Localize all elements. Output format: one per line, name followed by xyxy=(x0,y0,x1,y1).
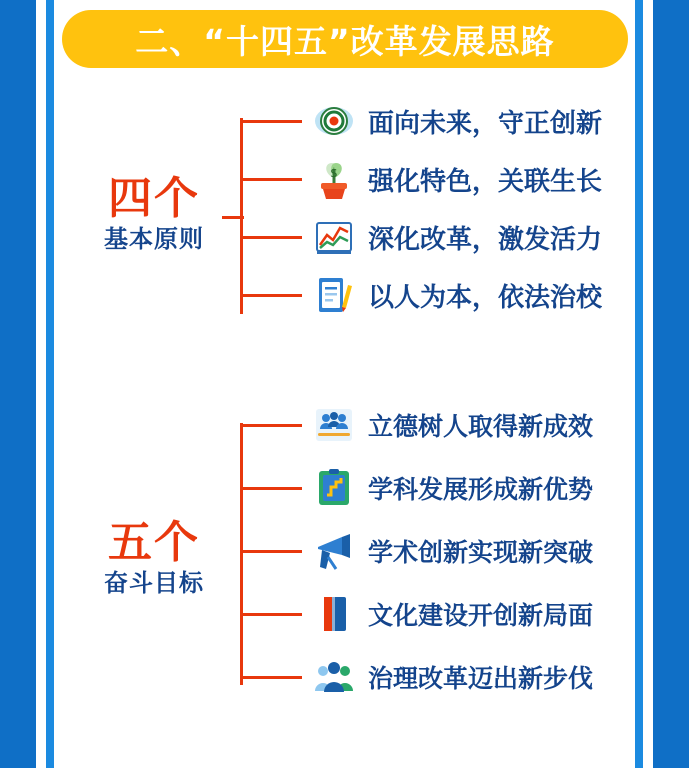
list-item[interactable] xyxy=(240,398,593,452)
list-item[interactable] xyxy=(240,152,602,206)
group-principles-label-big: 四个 xyxy=(108,173,200,224)
page-title: 二、“十四五”改革发展思路 xyxy=(135,21,555,61)
group-goals-label xyxy=(64,517,244,599)
list-item-label: 以人为本，依法治校 xyxy=(368,282,603,313)
group-principles-label-sub: 基本原则 xyxy=(104,225,204,254)
svg-text:$: $ xyxy=(330,166,338,180)
group-goals-label-sub: 奋斗目标 xyxy=(104,569,204,598)
list-item-label: 学术创新实现新突破 xyxy=(368,538,594,567)
connector-line xyxy=(240,487,302,490)
connector-line xyxy=(240,294,302,297)
right-white-gap xyxy=(643,0,653,768)
list-item-label: 深化改革，激发活力 xyxy=(368,224,603,255)
potted-plant-money-icon xyxy=(308,156,360,202)
group-principles-label xyxy=(64,173,244,255)
list-item-label: 面向未来，守正创新 xyxy=(368,108,603,139)
group-principles xyxy=(54,88,635,338)
list-item[interactable] xyxy=(240,268,602,322)
left-accent-bar xyxy=(46,0,54,768)
book-icon xyxy=(308,591,360,637)
list-item[interactable] xyxy=(240,524,593,578)
connector-line xyxy=(240,676,302,679)
right-accent-bar xyxy=(635,0,643,768)
connector-line xyxy=(240,178,302,181)
connector-line xyxy=(240,613,302,616)
list-item[interactable] xyxy=(240,650,593,704)
left-white-gap xyxy=(36,0,46,768)
people-group-icon xyxy=(308,402,360,448)
list-item[interactable] xyxy=(240,461,593,515)
content-area xyxy=(54,0,635,768)
left-blue-rail xyxy=(0,0,36,768)
list-item[interactable] xyxy=(240,210,602,264)
list-item[interactable] xyxy=(240,94,602,148)
connector-line xyxy=(240,236,302,239)
group-goals-label-big: 五个 xyxy=(108,517,200,568)
right-blue-rail xyxy=(653,0,689,768)
list-item-label: 立德树人取得新成效 xyxy=(368,412,594,441)
target-eye-icon xyxy=(308,98,360,144)
growth-chart-icon xyxy=(308,214,360,260)
clipboard-chart-icon xyxy=(308,465,360,511)
list-item[interactable] xyxy=(240,587,593,641)
section-title-pill xyxy=(62,10,628,68)
megaphone-icon xyxy=(308,528,360,574)
list-item-label: 治理改革迈出新步伐 xyxy=(368,664,594,693)
connector-line xyxy=(240,424,302,427)
list-item-label: 学科发展形成新优势 xyxy=(368,475,594,504)
list-item-label: 文化建设开创新局面 xyxy=(368,601,594,630)
group-goals xyxy=(54,395,635,725)
document-pen-icon xyxy=(308,272,360,318)
list-item-label: 强化特色，关联生长 xyxy=(368,166,603,197)
connector-line xyxy=(240,120,302,123)
connector-line xyxy=(240,550,302,553)
teamwork-icon xyxy=(308,654,360,700)
